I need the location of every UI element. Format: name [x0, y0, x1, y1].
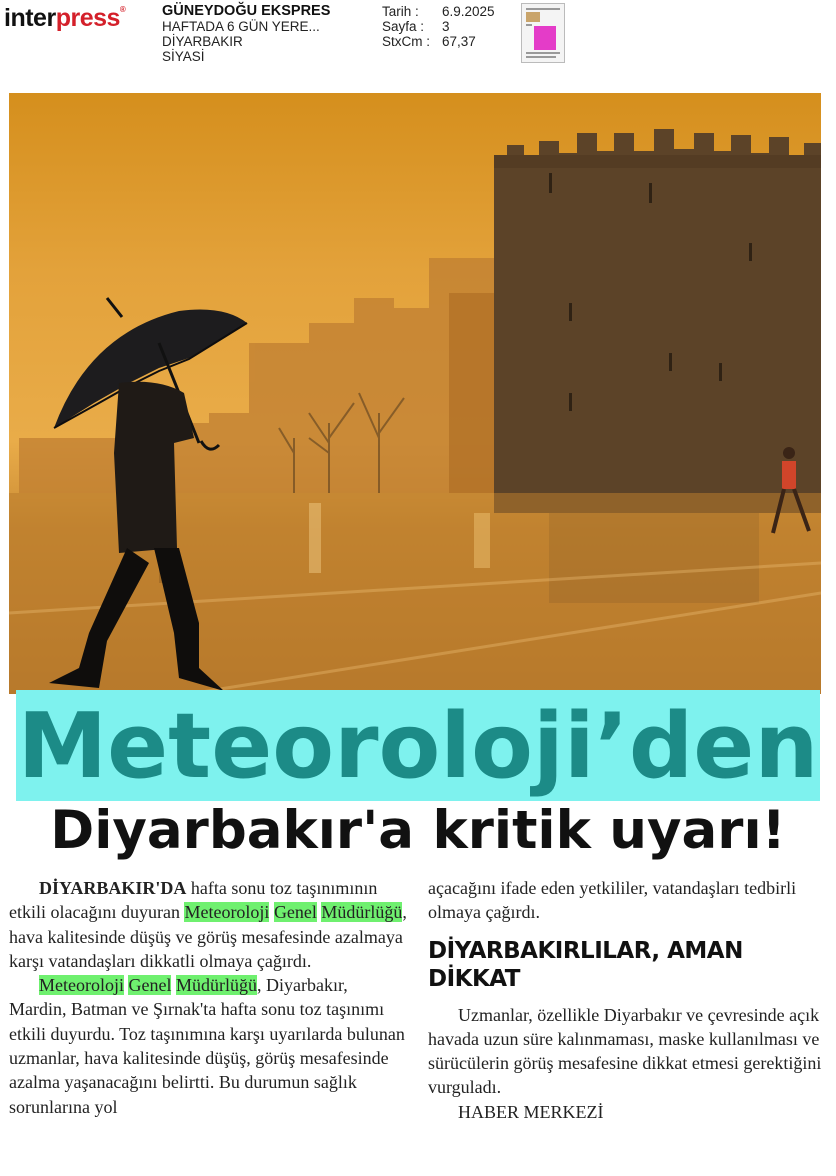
- highlight-mudurlugu: Müdürlüğü: [321, 902, 403, 923]
- publication-section: SİYASİ: [162, 49, 205, 64]
- publication-city: DİYARBAKIR: [162, 34, 243, 49]
- article-subheading: DİYARBAKIRLILAR, AMAN DİKKAT: [428, 937, 743, 992]
- article-paragraph-1: [9, 876, 407, 973]
- date-label: Tarih :: [382, 4, 419, 19]
- page-value: 3: [442, 19, 450, 34]
- date-value: 6.9.2025: [442, 4, 495, 19]
- photo-illustration: [9, 93, 821, 694]
- main-headline: [0, 694, 836, 799]
- article-column-2: [428, 876, 828, 1124]
- news-photo: [9, 93, 821, 694]
- paragraph-1-part-a: hafta sonu toz taşınımının etkili olacağını duyuran: [9, 878, 378, 923]
- main-headline-text: Meteoroloji’den: [16, 690, 821, 801]
- publication-info: [162, 4, 372, 64]
- sub-headline: Diyarbakır'a kritik uyarı!: [50, 800, 786, 861]
- interpress-logo: [4, 6, 125, 31]
- logo-registered-mark: ®: [119, 5, 126, 14]
- clipping-meta: [382, 4, 495, 49]
- publication-frequency: HAFTADA 6 GÜN YERE...: [162, 19, 320, 34]
- paragraph-1-part-b: , hava kalitesinde düşüş ve görüş mesafesinde azalmaya karşı vatandaşları dikkatli olmaya çağırdı.: [9, 902, 407, 971]
- article-paragraph-2: [9, 973, 407, 1119]
- highlight-mudurlugu-2: Müdürlüğü: [175, 975, 257, 996]
- article-lead-word: DİYARBAKIR'DA: [39, 878, 187, 898]
- page-thumbnail[interactable]: [521, 3, 565, 63]
- fortress-tower: [494, 129, 821, 513]
- logo-text-main: inter: [4, 4, 56, 32]
- article-column-1: [9, 876, 407, 1119]
- article-paragraph-3: Uzmanlar, özellikle Diyarbakır ve çevresinde açık havada uzun süre kalınmaması, maske kullanılması ve sürücülerin görüş mesafesine dikkat etmesi gerektiğini vurguladı.: [428, 1004, 822, 1098]
- publication-name: GÜNEYDOĞU EKSPRES: [162, 3, 331, 19]
- highlight-genel-2: Genel: [128, 975, 172, 996]
- stxcm-label: StxCm :: [382, 34, 431, 49]
- highlight-meteoroloji-2: Meteoroloji: [39, 975, 124, 996]
- paragraph-2-text: , Diyarbakır, Mardin, Batman ve Şırnak'ta hafta sonu toz taşınımı etkili duyurdu. Toz taşınımına karşı uyarılarda bulunan uzmanlar, hava kalitesinde düşüş, görüş mesafesinde azalma yaşanacağını belirtti. Bu durumun sağlık sorunlarına yol: [9, 975, 405, 1117]
- page-label: Sayfa :: [382, 19, 425, 34]
- highlight-genel: Genel: [273, 902, 317, 923]
- stxcm-value: 67,37: [442, 34, 476, 49]
- logo-text-accent: press: [55, 4, 120, 32]
- article-signature: HABER MERKEZİ: [458, 1101, 604, 1122]
- article-paragraph-2-continued: açacağını ifade eden yetkililer, vatandaşları tedbirli olmaya çağırdı.: [428, 878, 797, 923]
- highlight-meteoroloji: Meteoroloji: [184, 902, 270, 923]
